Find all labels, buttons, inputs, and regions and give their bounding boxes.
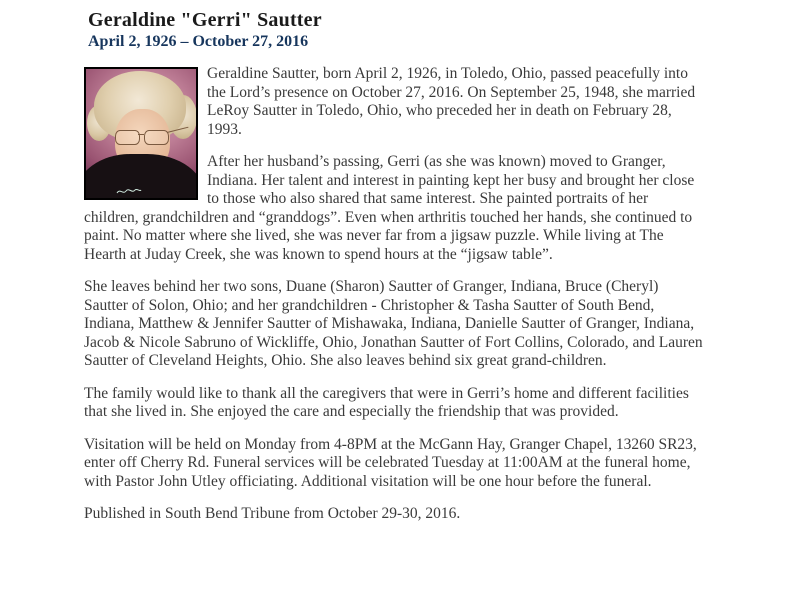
glasses-bridge	[138, 134, 144, 135]
glasses-right-lens	[144, 130, 169, 145]
obituary-paragraph-life-hobbies: After her husband’s passing, Gerri (as she was known) moved to Granger, Indiana. Her talent and interest in painting kept her busy and brought her close to those who also shared that same interest. She painted portraits of her children, grandchildren and “granddogs”. Even when arthritis touched her hands, she continued to paint. No matter where she lived, she was never far from a jigsaw puzzle. While living at The Hearth at Juday Creek, she was known to spend hours at the “jigsaw table”.	[84, 153, 695, 263]
portrait-photo	[84, 67, 198, 200]
page-title: Geraldine "Gerri" Sautter	[88, 9, 322, 31]
glasses	[113, 130, 175, 146]
photographer-signature	[116, 186, 142, 196]
obituary-body	[84, 65, 706, 524]
obituary-paragraph-thanks: The family would like to thank all the caregivers that were in Gerri’s home and different facilities that she lived in. She enjoyed the care and especially the friendship that was provided.	[84, 384, 689, 420]
obituary-paragraph-survivors: She leaves behind her two sons, Duane (Sharon) Sautter of Granger, Indiana, Bruce (Cheryl) Sautter of Solon, Ohio; and her grandchildren - Christopher & Tasha Sautter of South Bend, Indiana, Matthew & Jennifer Sautter of Mishawaka, Indiana, Danielle Sautter of Granger, Indiana, Jacob & Nicole Sabruno of Wickliffe, Ohio, Jonathan Sautter of Fort Collins, Colorado, and Lauren Sautter of Cleveland Heights, Ohio. She also leaves behind six great grand-children.	[84, 278, 703, 369]
obituary-paragraph-services: Visitation will be held on Monday from 4-8PM at the McGann Hay, Granger Chapel, 13260 SR23, enter off Cherry Rd. Funeral services will be celebrated Tuesday at 11:00AM at the funeral home, with Pastor John Utley officiating. Additional visitation will be one hour before the funeral.	[84, 435, 697, 490]
obituary-paragraph-published: Published in South Bend Tribune from October 29-30, 2016.	[84, 505, 461, 522]
life-dates: April 2, 1926 – October 27, 2016	[88, 33, 309, 50]
glasses-left-lens	[115, 130, 140, 145]
obituary-paragraph-birth-marriage: Geraldine Sautter, born April 2, 1926, in Toledo, Ohio, passed peacefully into the Lord’s presence on October 27, 2016. On September 25, 1948, she married LeRoy Sautter in Toledo, Ohio, who preceded her in death on February 28, 1993.	[207, 65, 696, 138]
